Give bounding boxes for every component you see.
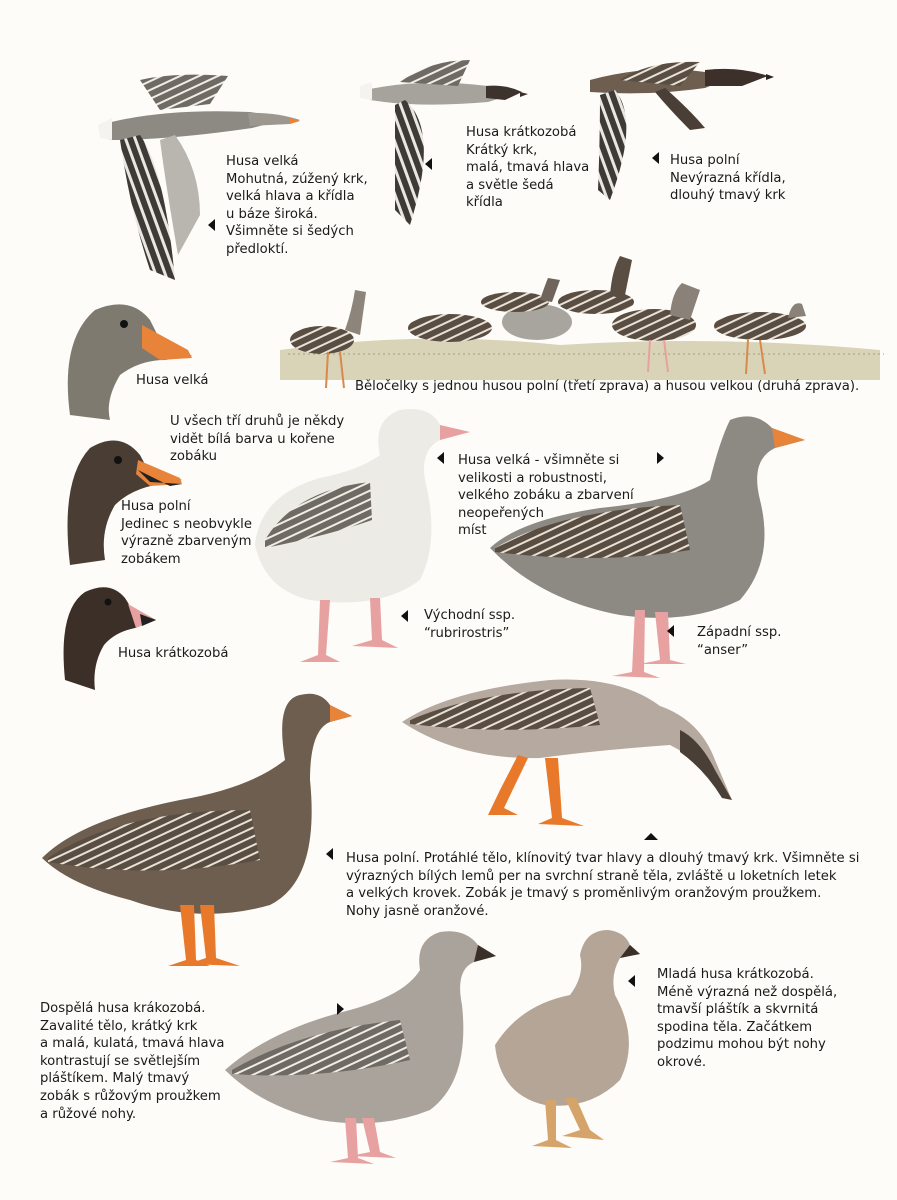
pinkfoot-head-label: Husa krátkozobá xyxy=(118,646,229,661)
bean-standing-pointer-icon xyxy=(326,848,333,860)
bean-feeding-pointer-icon xyxy=(644,833,658,840)
bean-flight-pointer-icon xyxy=(652,152,659,164)
bean-flight-label: Husa polní Nevýrazná křídla, dlouhý tmavý krk xyxy=(670,153,786,204)
flock-caption: Běločelky s jednou husou polní (třetí zprava) a husou velkou (druhá zprava). xyxy=(355,379,860,394)
western-ssp-label: Západní ssp. “anser” xyxy=(697,625,782,658)
adult-pinkfoot-label: Dospělá husa krákozobá. Zavalité tělo, krátký krk a malá, kulatá, tmavá hlava kontrastují se světlejším pláštíkem. Malý tmavý zobák s růžovým proužkem a růžové nohy. xyxy=(40,1001,225,1122)
greylag-note-pointer-left-icon xyxy=(437,452,444,464)
greylag-standing-note: Husa velká - všimněte si velikosti a robustnosti, velkého zobáku a zbarvení neopeřených míst xyxy=(458,453,634,539)
greylag-head xyxy=(68,304,192,420)
greylag-note-pointer-right-icon xyxy=(657,452,664,464)
adult-pinkfoot-pointer-icon xyxy=(337,1003,344,1015)
greylag-head-label: Husa velká xyxy=(136,373,209,388)
bean-standing-note: Husa polní. Protáhlé tělo, klínovitý tvar hlavy a dlouhý tmavý krk. Všimněte si výrazných bílých lemů per na svrchní straně těla, zvláště u loketních letek a velkých krovek. Zobák je tmavý s proměnlivým oranžovým proužkem. Nohy jasně oranžové. xyxy=(346,851,860,919)
juvenile-pinkfoot-pointer-icon xyxy=(628,975,635,987)
adult-pinkfoot-standing xyxy=(225,931,496,1164)
bean-head-label: Husa polní Jedinec s neobvykle výrazně zbarveným zobákem xyxy=(121,499,252,567)
flock-scene xyxy=(280,256,884,388)
juvenile-pinkfoot-standing xyxy=(495,930,640,1148)
greylag-flight-label: Husa velká Mohutná, zúžený krk, velká hlava a křídla u báze široká. Všimněte si šedých předloktí. xyxy=(226,154,368,257)
pinkfoot-head xyxy=(64,587,156,690)
pinkfoot-flight-label: Husa krátkozobá Krátký krk, malá, tmavá hlava a světle šedá křídla xyxy=(466,125,590,211)
pinkfoot-flight-pointer-icon xyxy=(425,158,432,170)
western-ssp-pointer-icon xyxy=(667,625,674,637)
bean-goose-feeding xyxy=(402,680,732,826)
white-base-note: U všech tří druhů je někdy vidět bílá barva u kořene zobáku xyxy=(170,414,345,465)
greylag-flight-pointer-icon xyxy=(208,219,215,231)
eastern-ssp-pointer-icon xyxy=(401,610,408,622)
juvenile-pinkfoot-label: Mladá husa krátkozobá. Méně výrazná než dospělá, tmavší pláštík a skvrnitá spodina těla. Začátkem podzimu mohou být nohy okrové. xyxy=(657,967,838,1070)
eastern-ssp-label: Východní ssp. “rubrirostris” xyxy=(424,608,516,641)
bean-goose-standing xyxy=(42,694,352,966)
